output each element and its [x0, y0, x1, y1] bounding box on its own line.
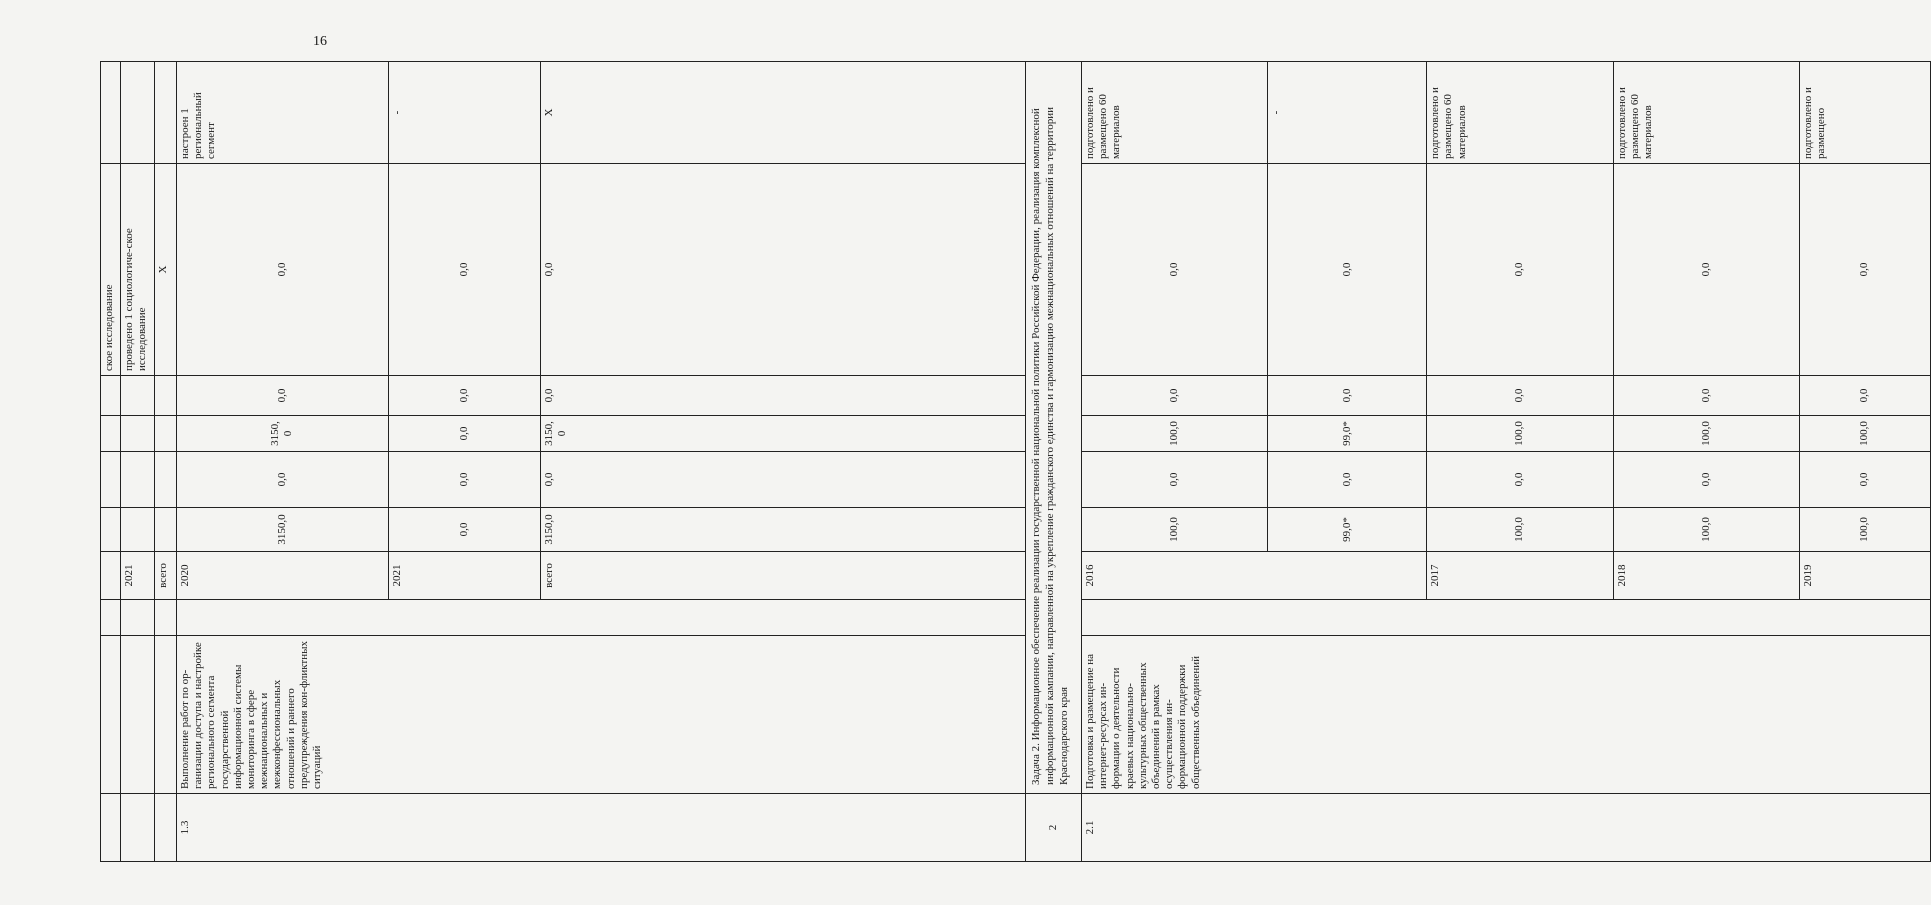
cell-reg: 99,0*: [1268, 416, 1427, 452]
cell-ext: 0,0: [1613, 164, 1799, 376]
cell-reg: [101, 452, 121, 508]
cell-total: 3150,0: [177, 508, 389, 552]
cell-reg: 3150,0: [541, 416, 1026, 452]
cell-result: ское исследование: [101, 164, 121, 376]
table-row: [177, 62, 389, 862]
cell-total: [101, 552, 121, 600]
cell-year: всего: [541, 552, 1026, 600]
cell-ext: 0,0: [388, 164, 540, 376]
cell-loc: 0,0: [541, 376, 1026, 416]
cell-num: [101, 794, 121, 862]
cell-fed: 0,0: [177, 452, 389, 508]
cell-fed: 0,0: [388, 452, 540, 508]
cell-result: подготовлено и размещено: [1799, 62, 1930, 164]
cell-activity-name: Выполнение работ по ор-ганизации доступа и настройке регионального сегмента государственной информационной системы мониторинга в сфере межнациональных и межконфессиональных отношений и раннего предупреждения кон-фликтных ситуаций: [177, 636, 1026, 794]
cell-year: 2018: [1613, 552, 1799, 600]
cell-ext: 0,0: [177, 164, 389, 376]
cell-fed: 0,0: [1427, 452, 1613, 508]
cell-result: настроен 1 региональный сегмент: [177, 62, 389, 164]
cell-result: -: [388, 62, 540, 164]
cell-ext: 0,0: [1799, 164, 1930, 376]
cell-row-number: 1.3: [177, 794, 1026, 862]
rotated-table-container: [100, 62, 1871, 862]
cell-loc: 0,0: [388, 376, 540, 416]
cell-reg: 100,0: [1613, 416, 1799, 452]
cell-fed: 0,0: [1082, 452, 1268, 508]
cell-result: подготовлено и размещено 60 материалов: [1613, 62, 1799, 164]
cell-ext: 0,0: [1082, 164, 1268, 376]
table-row: [1082, 62, 1268, 862]
cell-name: [101, 636, 121, 794]
cell-result: проведено 1 социологиче-ское исследование: [121, 164, 155, 376]
cell-loc: 0,0: [1613, 376, 1799, 416]
cell-ext: 0,0: [1268, 164, 1427, 376]
cell-ext: [101, 376, 121, 416]
cell-reg: 3150,0: [177, 416, 389, 452]
cell-result: X: [155, 164, 177, 376]
table-row: [121, 62, 155, 862]
cell-ext: 0,0: [541, 164, 1026, 376]
cell-year: всего: [155, 552, 177, 600]
cell-year: 2020: [177, 552, 389, 600]
cell-loc: 0,0: [1082, 376, 1268, 416]
cell-reg: 100,0: [1799, 416, 1930, 452]
cell-loc: 0,0: [177, 376, 389, 416]
cell-result: -: [1268, 62, 1427, 164]
cell-reg: 0,0: [388, 416, 540, 452]
cell-ext: 0,0: [1427, 164, 1613, 376]
cell-result: подготовлено и размещено 60 материалов: [1427, 62, 1613, 164]
cell-fed: 0,0: [541, 452, 1026, 508]
cell-loc: 0,0: [1268, 376, 1427, 416]
cell-reg: 100,0: [1427, 416, 1613, 452]
cell-total: 100,0: [1613, 508, 1799, 552]
cell-loc: 0,0: [1427, 376, 1613, 416]
cell-reg: 100,0: [1082, 416, 1268, 452]
cell-total: 3150,0: [541, 508, 1026, 552]
table-row: [101, 62, 121, 862]
cell-year: 2019: [1799, 552, 1930, 600]
cell-total: 100,0: [1082, 508, 1268, 552]
cell-row-number: 2.1: [1082, 794, 1931, 862]
cell-year: [101, 600, 121, 636]
cell-fed: 0,0: [1268, 452, 1427, 508]
cell-result: X: [541, 62, 1026, 164]
cell-task-title: Задача 2. Информационное обеспечение реализации государственной национальной политики Российской Федерации, реализация комплексной информационной кампании, направленной на укрепление гражданского единства и гармонизацию межнациональных отношений на территории Краснодарского края: [1026, 62, 1082, 794]
cell-total: 99,0*: [1268, 508, 1427, 552]
cell-fed: 0,0: [1613, 452, 1799, 508]
program-table: [100, 61, 1931, 862]
cell-result: подготовлено и размещено 60 материалов: [1082, 62, 1268, 164]
cell-total: 100,0: [1799, 508, 1930, 552]
cell-activity-name: Подготовка и размещение на интернет-ресурсах ин-формации о деятельности краевых национально-культурных общественных объединений в рамках осуществления ин-формационной поддержки общественных объединений: [1082, 636, 1931, 794]
cell-loc: [101, 416, 121, 452]
cell-total: 0,0: [388, 508, 540, 552]
cell-year: 2021: [121, 552, 155, 600]
cell-total: 100,0: [1427, 508, 1613, 552]
table-row: [155, 62, 177, 862]
cell-year: 2017: [1427, 552, 1613, 600]
cell-fed: 0,0: [1799, 452, 1930, 508]
page-number: 16: [313, 34, 327, 49]
cell-fed: [101, 508, 121, 552]
cell-year: 2021: [388, 552, 540, 600]
cell-loc: 0,0: [1799, 376, 1930, 416]
cell-executor: [101, 62, 121, 164]
cell-year: 2016: [1082, 552, 1427, 600]
table-row-task: [1026, 62, 1082, 862]
cell-task-number: 2: [1026, 794, 1082, 862]
